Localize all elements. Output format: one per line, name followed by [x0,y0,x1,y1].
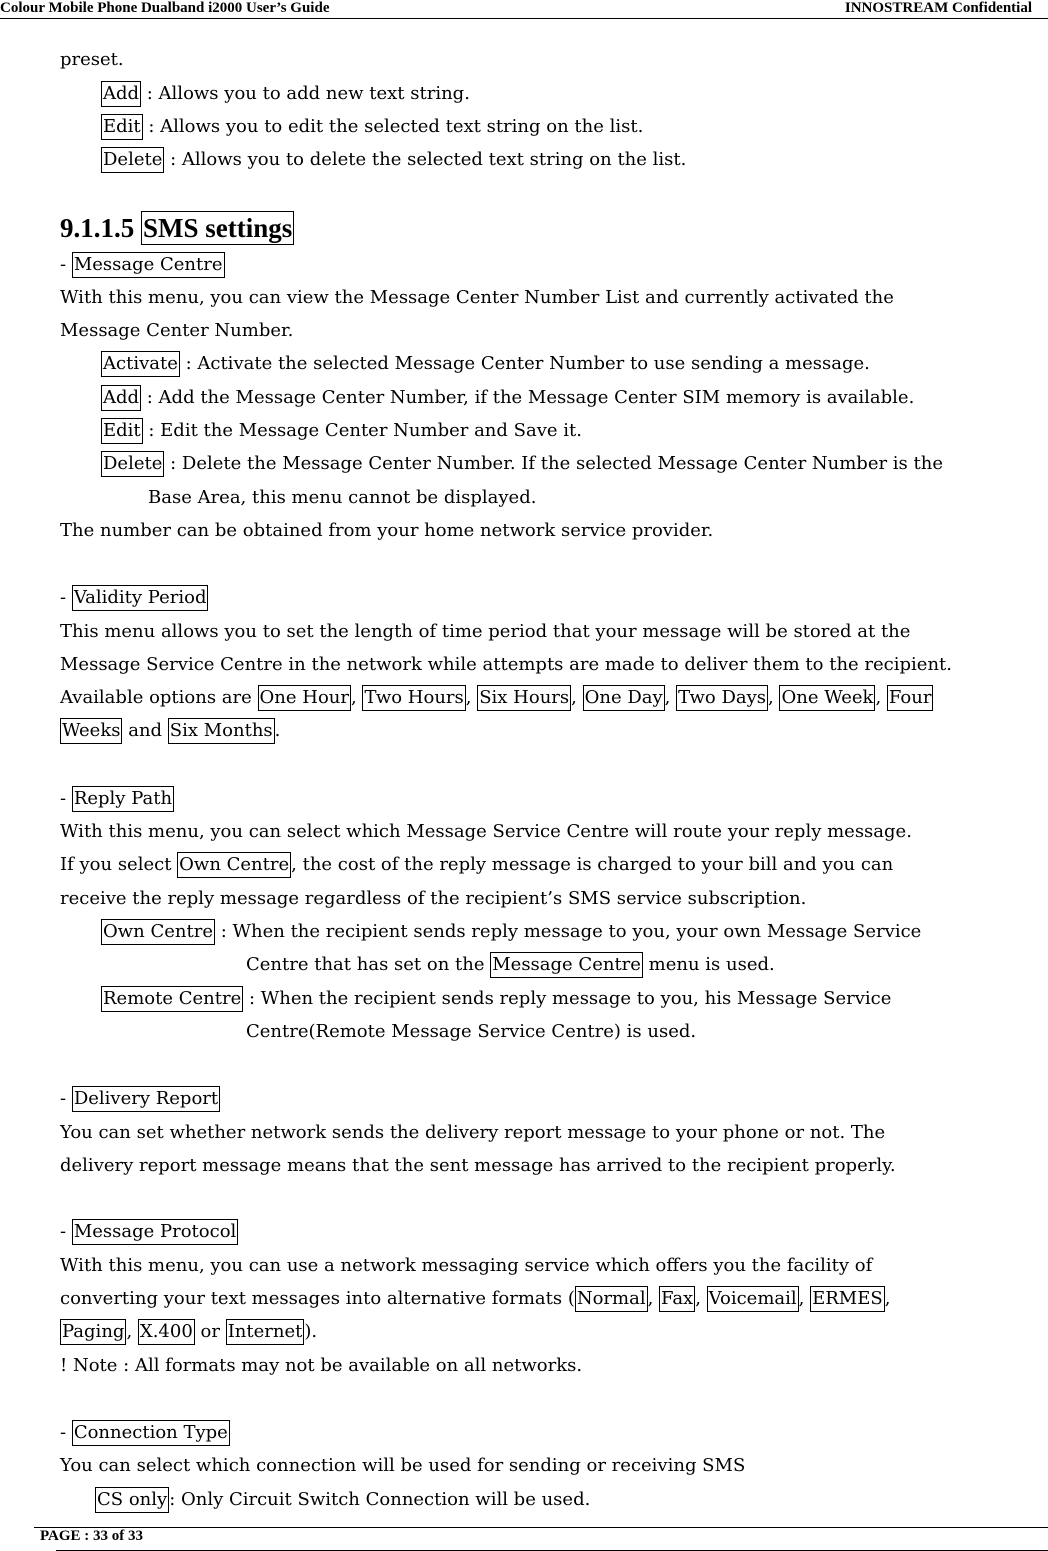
delete-label: Delete [101,147,164,173]
option-line: Remote Centre : When the recipient sends reply message to you, his Message Service [101,985,891,1013]
option-four-weeks-cont: Weeks [60,718,122,744]
paragraph: Paging , X.400 or Internet ). [60,1318,317,1346]
option-two-days: Two Days [676,685,768,711]
paragraph: Weeks and Six Months . [60,717,280,745]
paragraph: Available options are One Hour , Two Hours , Six Hours , One Day , Two Days , One Week , Four [60,684,933,712]
paragraph: Message Center Number. [60,320,294,341]
subsection-title: - Message Centre [60,251,225,279]
message-centre-title: Message Centre [72,252,225,278]
section-heading [60,210,294,246]
paragraph: receive the reply message regardless of the recipient’s SMS service subscription. [60,888,807,909]
header-title: Colour Mobile Phone Dualband i2000 User’s Guide [0,0,330,16]
option-line: Activate : Activate the selected Message Center Number to use sending a message. [101,350,870,378]
format-paging: Paging [60,1319,126,1345]
own-centre-label: Own Centre [177,852,291,878]
format-x400: X.400 [138,1319,195,1345]
message-centre-ref: Message Centre [490,952,643,978]
validity-period-title: Validity Period [72,585,209,611]
note-label: ! Note [60,1355,118,1376]
option-line-continued: Centre(Remote Message Service Centre) is used. [246,1021,697,1042]
option-line: Edit : Edit the Message Center Number and Save it. [101,417,582,445]
option-one-day: One Day [583,685,665,711]
delete-label: Delete [101,451,164,477]
paragraph: This menu allows you to set the length of time period that your message will be stored at the [60,621,911,642]
paragraph: With this menu, you can select which Message Service Centre will route your reply message. [60,821,912,842]
option-four-weeks: Four [887,685,934,711]
option-line-continued: Base Area, this menu cannot be displayed. [148,487,537,508]
message-protocol-title: Message Protocol [72,1219,238,1245]
reply-path-title: Reply Path [72,786,174,812]
note-line: ! Note : All formats may not be available on all networks. [60,1355,583,1376]
connection-type-title: Connection Type [72,1420,230,1446]
option-line: Edit : Allows you to edit the selected text string on the list. [101,113,643,141]
remote-centre-option: Remote Centre [101,986,243,1012]
option-one-hour: One Hour [258,685,351,711]
paragraph: With this menu, you can view the Message Center Number List and currently activated the [60,287,894,308]
subsection-title: - Connection Type [60,1419,230,1447]
paragraph: With this menu, you can use a network messaging service which offers you the facility of [60,1255,873,1276]
subsection-title: - Delivery Report [60,1085,220,1113]
option-line-continued: Centre that has set on the Message Centre menu is used. [246,951,775,979]
paragraph: delivery report message means that the sent message has arrived to the recipient properly. [60,1155,896,1176]
delivery-report-title: Delivery Report [72,1086,220,1112]
subsection-title: - Message Protocol [60,1218,238,1246]
header-confidential: INNOSTREAM Confidential [844,0,1032,16]
option-two-hours: Two Hours [362,685,465,711]
option-one-week: One Week [779,685,875,711]
subsection-title: - Validity Period [60,584,208,612]
page-number: PAGE : 33 of 33 [40,1528,144,1544]
subsection-title: - Reply Path [60,785,174,813]
paragraph: The number can be obtained from your home network service provider. [60,520,714,541]
option-line: Delete : Allows you to delete the selected text string on the list. [101,146,686,174]
paragraph: Message Service Centre in the network while attempts are made to deliver them to the recipient. [60,654,953,675]
activate-label: Activate [101,351,180,377]
option-line: Delete : Delete the Message Center Number. If the selected Message Center Number is the [101,450,943,478]
edit-label: Edit [101,114,143,140]
cs-only-label: CS only [95,1487,169,1513]
paragraph: preset. [60,49,124,70]
option-line: Own Centre : When the recipient sends reply message to you, your own Message Service [101,918,921,946]
paragraph: You can set whether network sends the delivery report message to your phone or not. The [60,1122,886,1143]
edit-label: Edit [101,418,143,444]
option-six-hours: Six Hours [477,685,571,711]
format-fax: Fax [659,1286,695,1312]
section-title: SMS settings [143,213,293,243]
page-header [0,0,1048,19]
option-line: CS only: Only Circuit Switch Connection will be used. [95,1486,590,1514]
paragraph: If you select Own Centre , the cost of the reply message is charged to your bill and you can [60,851,893,879]
option-six-months: Six Months [168,718,275,744]
format-ermes: ERMES [810,1286,885,1312]
paragraph: You can select which connection will be used for sending or receiving SMS [60,1455,746,1476]
paragraph: converting your text messages into alternative formats ( Normal , Fax , Voicemail , ERMES , [60,1285,890,1313]
format-voicemail: Voicemail [707,1286,799,1312]
add-label: Add [101,81,141,107]
section-number: 9.1.1.5 [60,213,141,243]
format-normal: Normal [575,1286,648,1312]
option-line: Add : Add the Message Center Number, if the Message Center SIM memory is available. [101,384,914,412]
page-footer [34,1527,1048,1544]
format-internet: Internet [226,1319,305,1345]
own-centre-option: Own Centre [101,919,215,945]
option-line: Add : Allows you to add new text string. [101,80,470,108]
add-label: Add [101,385,141,411]
